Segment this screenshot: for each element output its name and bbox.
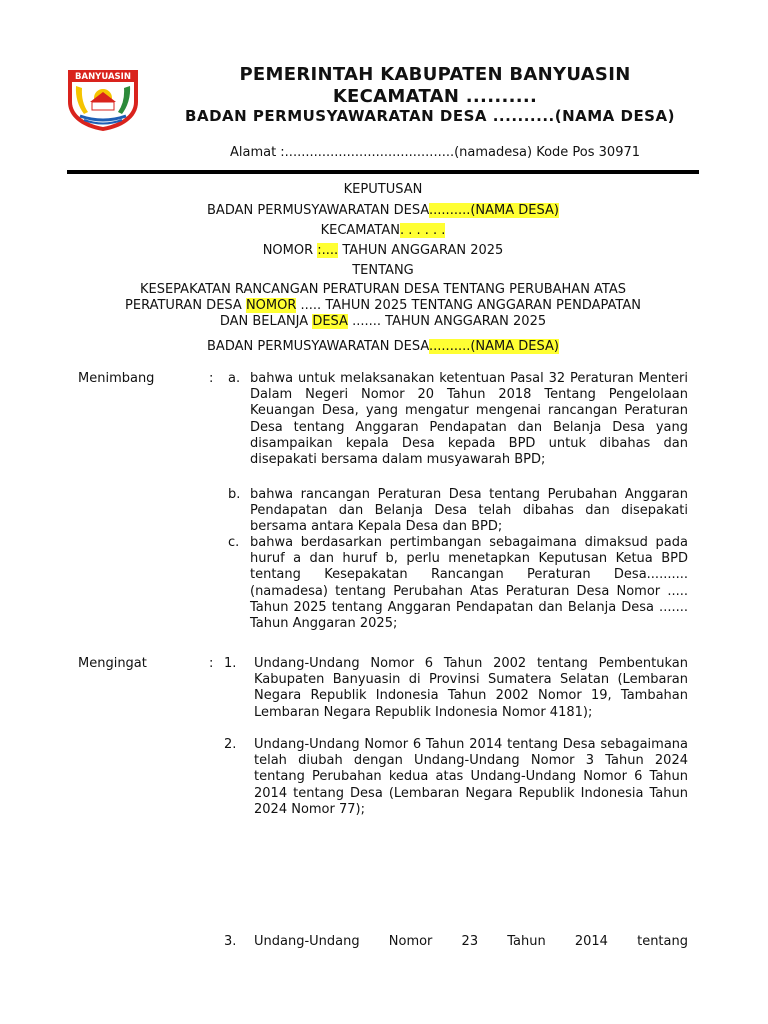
bpd-name: BADAN PERMUSYAWARATAN DESA ..........(NAMA DESA) bbox=[185, 107, 675, 125]
menimbang-item-c: bahwa berdasarkan pertimbangan sebagaimana dimaksud pada huruf a dan huruf b, perlu menetapkan Keputusan Ketua BPD tentang Kesepakatan Rancangan Peraturan Desa..........(namadesa) tentang Perubahan Atas Peraturan Desa Nomor ..... Tahun 2025 tentang Anggaran Pendapatan dan Belanja Desa ....... Tahun Anggaran 2025; bbox=[250, 535, 688, 632]
menimbang-colon: : bbox=[209, 371, 214, 386]
menimbang-label: Menimbang bbox=[78, 371, 155, 386]
list-marker: a. bbox=[228, 371, 241, 386]
highlighted-placeholder: . . . . . . bbox=[399, 223, 446, 238]
subject-title: KESEPAKATAN RANCANGAN PERATURAN DESA TENTANG PERUBAHAN ATAS PERATURAN DESA NOMOR ..... TAHUN 2025 TENTANG ANGGARAN PENDAPATAN DAN BELANJA DESA ....... TAHUN ANGGARAN 2025 bbox=[125, 282, 641, 329]
list-marker: 1. bbox=[224, 656, 237, 671]
address-line: Alamat :.........................................(namadesa) Kode Pos 30971 bbox=[229, 145, 641, 160]
list-marker: c. bbox=[228, 535, 240, 550]
kecamatan-name: KECAMATAN .......... bbox=[332, 86, 538, 107]
list-marker: 2. bbox=[224, 737, 237, 752]
mengingat-item-2: Undang-Undang Nomor 6 Tahun 2014 tentang Desa sebagaimana telah diubah dengan Undang-Undang Nomor 3 Tahun 2024 tentang Perubahan kedua atas Undang-Undang Nomor 6 Tahun 2014 tentang Desa (Lembaran Negara Republik Indonesia Tahun 2024 Nomor 77); bbox=[254, 737, 688, 817]
issuer-line-2: BADAN PERMUSYAWARATAN DESA..........(NAMA DESA) bbox=[207, 339, 559, 354]
mengingat-item-1: Undang-Undang Nomor 6 Tahun 2002 tentang Pembentukan Kabupaten Banyuasin di Provinsi Sumatera Selatan (Lembaran Negara Republik Indonesia Tahun 2002 Nomor 19, Tambahan Lembaran Negara Republik Indonesia Nomor 4181); bbox=[254, 656, 688, 720]
highlighted-placeholder: ..........(NAMA DESA) bbox=[429, 203, 559, 218]
highlighted-placeholder: ..........(NAMA DESA) bbox=[429, 339, 559, 354]
menimbang-item-a: bahwa untuk melaksanakan ketentuan Pasal 32 Peraturan Menteri Dalam Negeri Nomor 20 Tahun 2018 Tentang Pengelolaan Keuangan Desa, yang mengatur mengenai rancangan Peraturan Desa tentang Anggaran Pendapatan dan Belanja Desa yang disampaikan kepala Desa kepada BPD untuk dibahas dan disepakati bersama dalam musyawarah BPD; bbox=[250, 371, 688, 468]
doc-type: KEPUTUSAN bbox=[343, 182, 423, 197]
nomor-line: NOMOR :.... TAHUN ANGGARAN 2025 bbox=[262, 243, 504, 258]
mengingat-item-3: Undang-Undang Nomor 23 Tahun 2014 tentang bbox=[254, 934, 688, 949]
letterhead-divider bbox=[67, 170, 699, 174]
tentang-heading: TENTANG bbox=[352, 263, 414, 278]
mengingat-label: Mengingat bbox=[78, 656, 147, 671]
government-name: PEMERINTAH KABUPATEN BANYUASIN KECAMATAN .......... bbox=[150, 64, 720, 108]
kecamatan-line: KECAMATAN. . . . . . bbox=[320, 223, 446, 238]
issuer-line: BADAN PERMUSYAWARATAN DESA..........(NAMA DESA) bbox=[207, 203, 559, 218]
logo-label: BANYUASIN bbox=[75, 72, 131, 82]
list-marker: b. bbox=[228, 487, 241, 502]
mengingat-colon: : bbox=[209, 656, 214, 671]
list-marker: 3. bbox=[224, 934, 237, 949]
banyuasin-logo bbox=[66, 68, 140, 132]
highlighted-placeholder: :.... bbox=[317, 243, 339, 258]
menimbang-item-b: bahwa rancangan Peraturan Desa tentang Perubahan Anggaran Pendapatan dan Belanja Desa telah dibahas dan disepakati bersama antara Kepala Desa dan BPD; bbox=[250, 487, 688, 535]
